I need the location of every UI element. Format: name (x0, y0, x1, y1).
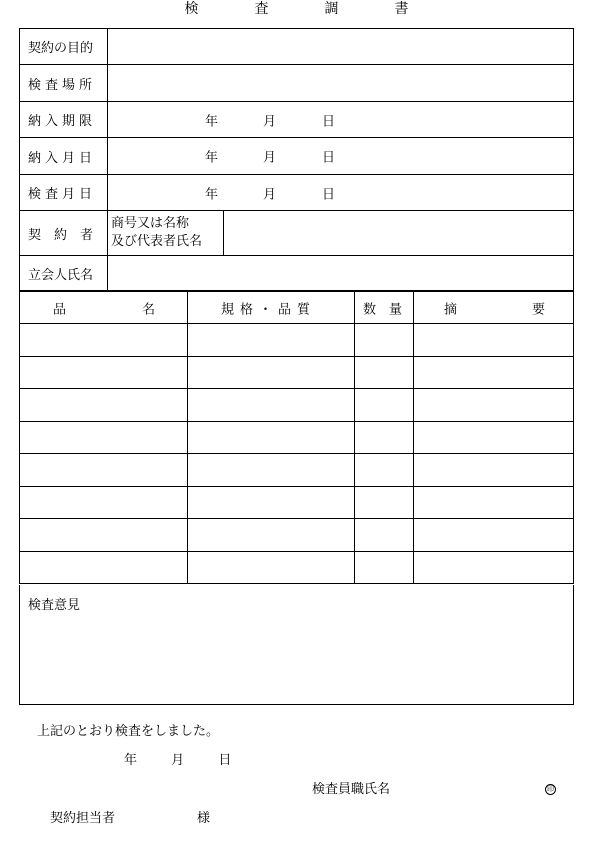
footer-date (124, 749, 231, 768)
item-row (20, 519, 574, 552)
statement-text: 上記のとおり検査をしました。 (37, 724, 220, 739)
month-unit: 月 (263, 150, 277, 166)
summary-cell[interactable] (414, 454, 574, 487)
seal-icon (545, 780, 556, 795)
item-row (20, 421, 574, 454)
month-unit: 月 (263, 114, 277, 129)
day-unit: 日 (322, 114, 336, 129)
item-name-cell[interactable] (20, 454, 188, 487)
item-name-cell[interactable] (20, 324, 188, 357)
witness-row (20, 256, 574, 291)
items-header-row (20, 292, 574, 324)
summary-cell[interactable] (414, 421, 574, 454)
item-name-header-char: 名 (142, 302, 156, 317)
day-unit: 日 (322, 150, 336, 166)
spec-cell[interactable] (188, 389, 355, 422)
summary-header-char: 要 (532, 302, 546, 317)
year-unit: 年 (205, 114, 219, 129)
contractor-label: 契 約 者 (20, 211, 108, 256)
delivery-row (20, 138, 574, 175)
place-label: 検査場所 (20, 65, 108, 102)
qty-cell[interactable] (355, 324, 414, 357)
contractor-sublabel (108, 211, 224, 256)
item-row (20, 324, 574, 357)
item-name-cell[interactable] (20, 421, 188, 454)
qty-header (355, 292, 414, 324)
inspection-date-field[interactable] (108, 175, 574, 211)
item-row (20, 454, 574, 487)
item-name-cell[interactable] (20, 389, 188, 422)
qty-cell[interactable] (355, 519, 414, 552)
deadline-label: 納入期限 (20, 102, 108, 138)
spec-cell[interactable] (188, 324, 355, 357)
item-name-cell[interactable] (20, 486, 188, 519)
summary-cell[interactable] (414, 486, 574, 519)
inspection-opinion-box[interactable] (19, 585, 574, 705)
deadline-row (20, 102, 574, 138)
qty-cell[interactable] (355, 551, 414, 584)
spec-header (188, 292, 355, 324)
qty-cell[interactable] (355, 486, 414, 519)
qty-cell[interactable] (355, 421, 414, 454)
spec-header-text: 規格・品質 (221, 302, 317, 317)
day-unit: 日 (218, 753, 232, 768)
purpose-field[interactable] (108, 29, 574, 65)
qty-cell[interactable] (355, 356, 414, 389)
item-row (20, 486, 574, 519)
spec-cell[interactable] (188, 551, 355, 584)
year-unit: 年 (205, 187, 219, 202)
inspection-date-label: 検査月日 (20, 175, 108, 211)
place-field[interactable] (108, 65, 574, 102)
document-title (0, 0, 593, 18)
title-char: 調 (324, 1, 339, 17)
summary-cell[interactable] (414, 324, 574, 357)
item-row (20, 551, 574, 584)
summary-cell[interactable] (414, 389, 574, 422)
header-form-table (19, 28, 574, 291)
item-row (20, 356, 574, 389)
deadline-field[interactable] (108, 102, 574, 138)
contractor-field[interactable] (224, 211, 574, 256)
year-unit: 年 (124, 753, 138, 768)
witness-field[interactable] (108, 256, 574, 291)
title-char: 査 (254, 1, 269, 17)
delivery-label: 納入月日 (20, 138, 108, 175)
contractor-row (20, 211, 574, 256)
inspection-opinion-label: 検査意見 (28, 598, 81, 613)
contractor-sublabel-line: 及び代表者氏名 (111, 234, 203, 249)
summary-cell[interactable] (414, 356, 574, 389)
summary-header-char: 摘 (444, 302, 458, 317)
month-unit: 月 (171, 753, 185, 768)
item-row (20, 389, 574, 422)
title-char: 書 (394, 1, 409, 17)
honorific-sama: 様 (197, 811, 211, 826)
spec-cell[interactable] (188, 519, 355, 552)
item-name-cell[interactable] (20, 519, 188, 552)
spec-cell[interactable] (188, 454, 355, 487)
purpose-row (20, 29, 574, 65)
witness-label: 立会人氏名 (20, 256, 108, 291)
day-unit: 日 (322, 187, 336, 202)
summary-cell[interactable] (414, 519, 574, 552)
contractor-sublabel-line: 商号又は名称 (111, 216, 190, 231)
year-unit: 年 (205, 150, 219, 166)
items-table (19, 291, 574, 584)
item-name-header-char: 品 (53, 302, 67, 317)
title-char: 検 (184, 1, 199, 17)
seal-mark: 印 (547, 785, 554, 793)
qty-cell[interactable] (355, 454, 414, 487)
spec-cell[interactable] (188, 486, 355, 519)
item-name-cell[interactable] (20, 551, 188, 584)
qty-cell[interactable] (355, 389, 414, 422)
item-name-cell[interactable] (20, 356, 188, 389)
contract-officer-label: 契約担当者 (50, 811, 116, 826)
summary-cell[interactable] (414, 551, 574, 584)
inspector-label: 検査員職氏名 (312, 782, 391, 797)
qty-header-text: 数 量 (363, 302, 403, 317)
inspection-date-row (20, 175, 574, 211)
spec-cell[interactable] (188, 421, 355, 454)
spec-cell[interactable] (188, 356, 355, 389)
purpose-label: 契約の目的 (20, 29, 108, 65)
summary-header (414, 292, 574, 324)
place-row (20, 65, 574, 102)
delivery-field[interactable] (108, 138, 574, 175)
items-body (20, 324, 574, 584)
month-unit: 月 (263, 187, 277, 202)
item-name-header (20, 292, 188, 324)
